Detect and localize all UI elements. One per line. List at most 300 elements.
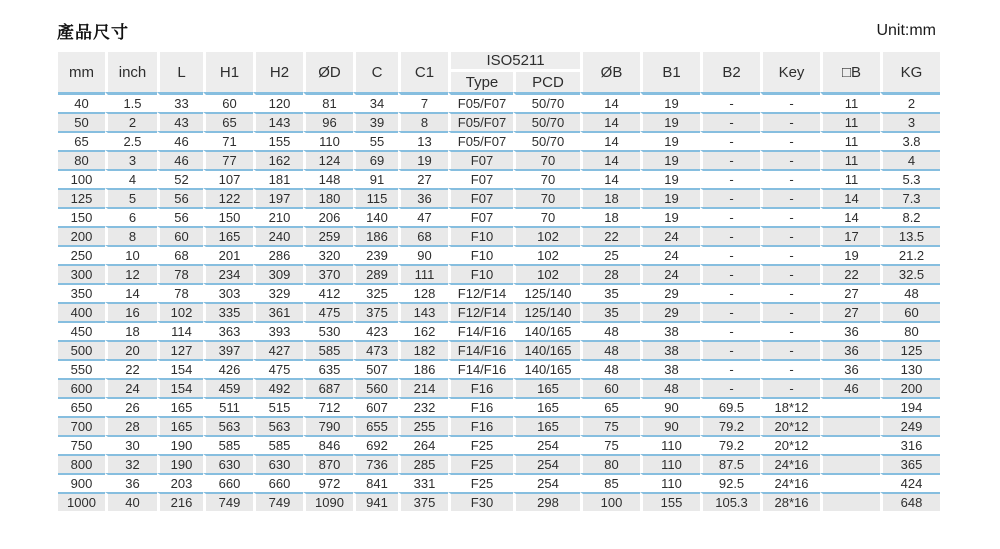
table-cell: 48 — [640, 378, 700, 397]
table-cell: 39 — [353, 112, 398, 131]
table-cell: 14 — [580, 169, 640, 188]
header-h1: H1 — [203, 52, 253, 92]
table-cell: 48 — [880, 283, 940, 302]
table-cell: 200 — [58, 226, 105, 245]
table-cell: 22 — [820, 264, 880, 283]
table-cell: - — [700, 92, 760, 112]
table-row — [58, 169, 940, 188]
table-cell: 186 — [398, 359, 448, 378]
table-cell: 18 — [580, 188, 640, 207]
table-cell: 80 — [880, 321, 940, 340]
table-cell: - — [700, 321, 760, 340]
table-cell: 507 — [353, 359, 398, 378]
table-cell: 55 — [353, 131, 398, 150]
table-cell: 165 — [513, 416, 580, 435]
table-cell: 102 — [513, 245, 580, 264]
table-cell: 19 — [640, 150, 700, 169]
table-cell: 18 — [580, 207, 640, 226]
table-cell: 298 — [513, 492, 580, 511]
table-row — [58, 112, 940, 131]
table-cell: 100 — [580, 492, 640, 511]
table-cell: 65 — [58, 131, 105, 150]
table-cell: 10 — [105, 245, 157, 264]
table-cell: 105.3 — [700, 492, 760, 511]
table-cell: 87.5 — [700, 454, 760, 473]
table-cell: 692 — [353, 435, 398, 454]
table-cell: 13.5 — [880, 226, 940, 245]
table-cell: F07 — [448, 188, 513, 207]
table-cell: 427 — [253, 340, 303, 359]
table-row — [58, 454, 940, 473]
table-cell: 47 — [398, 207, 448, 226]
table-cell: 65 — [203, 112, 253, 131]
table-cell: 69 — [353, 150, 398, 169]
table-cell: 75 — [580, 416, 640, 435]
table-cell: 2 — [105, 112, 157, 131]
table-cell: 50/70 — [513, 112, 580, 131]
table-cell: 130 — [880, 359, 940, 378]
table-cell: - — [760, 245, 820, 264]
table-cell: - — [700, 131, 760, 150]
table-cell: 1000 — [58, 492, 105, 511]
table-cell: 20 — [105, 340, 157, 359]
table-cell: 17 — [820, 226, 880, 245]
table-cell: 19 — [398, 150, 448, 169]
table-cell: 150 — [58, 207, 105, 226]
table-cell — [820, 492, 880, 511]
table-cell: 412 — [303, 283, 353, 302]
table-row — [58, 416, 940, 435]
table-cell: 19 — [640, 188, 700, 207]
table-cell: 81 — [303, 92, 353, 112]
table-cell: F16 — [448, 397, 513, 416]
table-cell: 155 — [640, 492, 700, 511]
table-cell — [820, 397, 880, 416]
table-cell: 250 — [58, 245, 105, 264]
table-cell: 77 — [203, 150, 253, 169]
table-cell: F10 — [448, 264, 513, 283]
table-cell: 50 — [58, 112, 105, 131]
table-cell: 286 — [253, 245, 303, 264]
table-cell: - — [760, 302, 820, 321]
table-row — [58, 473, 940, 492]
table-cell: F10 — [448, 226, 513, 245]
table-cell: - — [760, 150, 820, 169]
table-cell: F07 — [448, 150, 513, 169]
table-cell: 19 — [640, 207, 700, 226]
table-cell: 165 — [513, 397, 580, 416]
table-cell: 655 — [353, 416, 398, 435]
table-cell: 36 — [820, 321, 880, 340]
table-row — [58, 245, 940, 264]
table-cell: 24 — [640, 264, 700, 283]
table-cell: 259 — [303, 226, 353, 245]
table-cell: F25 — [448, 454, 513, 473]
table-cell: 115 — [353, 188, 398, 207]
table-cell: 154 — [157, 378, 203, 397]
header-iso5211: ISO5211 — [448, 52, 580, 72]
table-cell: 8 — [105, 226, 157, 245]
table-row — [58, 302, 940, 321]
table-cell — [820, 454, 880, 473]
table-cell: 600 — [58, 378, 105, 397]
table-cell: 3.8 — [880, 131, 940, 150]
table-cell: 36 — [105, 473, 157, 492]
table-cell: 2.5 — [105, 131, 157, 150]
table-cell: - — [700, 188, 760, 207]
table-cell: 50/70 — [513, 131, 580, 150]
table-cell: 8 — [398, 112, 448, 131]
table-cell: 38 — [640, 359, 700, 378]
table-cell: 254 — [513, 454, 580, 473]
table-row — [58, 321, 940, 340]
table-cell: 426 — [203, 359, 253, 378]
table-cell: 36 — [820, 359, 880, 378]
table-cell: 660 — [253, 473, 303, 492]
header-mm: mm — [58, 52, 105, 92]
table-body — [58, 92, 940, 511]
table-cell: 21.2 — [880, 245, 940, 264]
table-cell: 450 — [58, 321, 105, 340]
table-cell: 3 — [105, 150, 157, 169]
table-cell: 140/165 — [513, 340, 580, 359]
table-cell: 186 — [353, 226, 398, 245]
table-row — [58, 435, 940, 454]
page-title: 產品尺寸 — [57, 23, 129, 42]
table-cell: 24 — [640, 245, 700, 264]
table-cell: 29 — [640, 283, 700, 302]
table-cell: - — [760, 188, 820, 207]
table-cell: 110 — [303, 131, 353, 150]
table-cell: 34 — [353, 92, 398, 112]
table-cell: 28 — [105, 416, 157, 435]
header-h2: H2 — [253, 52, 303, 92]
table-cell: 870 — [303, 454, 353, 473]
table-cell: 125/140 — [513, 283, 580, 302]
table-cell: 46 — [820, 378, 880, 397]
table-cell: 78 — [157, 283, 203, 302]
table-cell: 36 — [398, 188, 448, 207]
table-cell: 972 — [303, 473, 353, 492]
table-cell: 107 — [203, 169, 253, 188]
table-cell: 846 — [303, 435, 353, 454]
table-cell: 122 — [203, 188, 253, 207]
table-cell: 24 — [640, 226, 700, 245]
table-cell: 363 — [203, 321, 253, 340]
table-cell: 234 — [203, 264, 253, 283]
table-cell: 749 — [203, 492, 253, 511]
header-l: L — [157, 52, 203, 92]
table-cell: 111 — [398, 264, 448, 283]
table-cell: 475 — [253, 359, 303, 378]
table-cell: 28*16 — [760, 492, 820, 511]
table-cell: 46 — [157, 150, 203, 169]
table-cell: 4 — [880, 150, 940, 169]
table-cell: 69.5 — [700, 397, 760, 416]
table-cell: 14 — [820, 188, 880, 207]
table-cell: 110 — [640, 454, 700, 473]
table-cell: 370 — [303, 264, 353, 283]
table-cell: 11 — [820, 131, 880, 150]
table-cell: 635 — [303, 359, 353, 378]
table-cell: 712 — [303, 397, 353, 416]
table-cell: 114 — [157, 321, 203, 340]
table-cell: 165 — [513, 378, 580, 397]
table-cell: 563 — [203, 416, 253, 435]
table-cell: 11 — [820, 112, 880, 131]
header-b1: B1 — [640, 52, 700, 92]
table-cell: 841 — [353, 473, 398, 492]
table-cell: 190 — [157, 454, 203, 473]
table-cell: 110 — [640, 473, 700, 492]
table-cell: 75 — [580, 435, 640, 454]
table-cell: 206 — [303, 207, 353, 226]
table-cell: 375 — [353, 302, 398, 321]
table-cell: 19 — [640, 92, 700, 112]
table-cell: 19 — [640, 112, 700, 131]
table-cell: 90 — [640, 416, 700, 435]
table-cell: 900 — [58, 473, 105, 492]
table-cell: 19 — [820, 245, 880, 264]
table-cell: F05/F07 — [448, 131, 513, 150]
table-cell: 14 — [580, 112, 640, 131]
table-cell: F07 — [448, 207, 513, 226]
table-cell: 143 — [398, 302, 448, 321]
table-row — [58, 283, 940, 302]
table-cell: 14 — [580, 131, 640, 150]
table-cell: 194 — [880, 397, 940, 416]
table-cell: 80 — [58, 150, 105, 169]
table-cell: 68 — [398, 226, 448, 245]
table-cell: F16 — [448, 378, 513, 397]
table-cell: F30 — [448, 492, 513, 511]
table-cell: 648 — [880, 492, 940, 511]
table-cell: 255 — [398, 416, 448, 435]
table-cell: 249 — [880, 416, 940, 435]
table-cell: F12/F14 — [448, 283, 513, 302]
table-cell: 475 — [303, 302, 353, 321]
table-cell: 28 — [580, 264, 640, 283]
table-cell: 102 — [513, 226, 580, 245]
table-cell: 162 — [398, 321, 448, 340]
table-cell: 165 — [157, 416, 203, 435]
table-cell: 459 — [203, 378, 253, 397]
table-cell: 56 — [157, 207, 203, 226]
table-cell: 285 — [398, 454, 448, 473]
table-cell: 254 — [513, 473, 580, 492]
table-cell: - — [760, 321, 820, 340]
table-cell: 19 — [640, 169, 700, 188]
table-row — [58, 340, 940, 359]
table-cell: 182 — [398, 340, 448, 359]
table-cell: 254 — [513, 435, 580, 454]
table-cell: 14 — [580, 150, 640, 169]
table-cell: - — [760, 340, 820, 359]
table-cell: 423 — [353, 321, 398, 340]
table-cell: 200 — [880, 378, 940, 397]
table-cell: 400 — [58, 302, 105, 321]
table-cell: 585 — [303, 340, 353, 359]
table-cell: 24 — [105, 378, 157, 397]
table-cell: 128 — [398, 283, 448, 302]
table-cell: 30 — [105, 435, 157, 454]
table-cell: 216 — [157, 492, 203, 511]
table-cell: 500 — [58, 340, 105, 359]
table-cell: 375 — [398, 492, 448, 511]
table-cell: 27 — [820, 283, 880, 302]
table-cell: 25 — [580, 245, 640, 264]
table-cell: 140 — [353, 207, 398, 226]
table-cell: 181 — [253, 169, 303, 188]
table-cell: 29 — [640, 302, 700, 321]
table-cell: 585 — [253, 435, 303, 454]
table-cell: 7.3 — [880, 188, 940, 207]
table-cell: 70 — [513, 188, 580, 207]
table-cell: - — [760, 264, 820, 283]
table-cell: F25 — [448, 435, 513, 454]
table-cell: 14 — [820, 207, 880, 226]
table-cell: 120 — [253, 92, 303, 112]
table-cell: 585 — [203, 435, 253, 454]
table-cell: 50/70 — [513, 92, 580, 112]
table-cell: 424 — [880, 473, 940, 492]
table-cell — [820, 473, 880, 492]
table-cell: 48 — [580, 340, 640, 359]
table-cell: 240 — [253, 226, 303, 245]
table-cell: 155 — [253, 131, 303, 150]
table-cell: - — [760, 378, 820, 397]
table-cell: 79.2 — [700, 416, 760, 435]
table-cell: 14 — [105, 283, 157, 302]
table-cell: 92.5 — [700, 473, 760, 492]
table-cell: - — [760, 169, 820, 188]
table-cell: - — [700, 283, 760, 302]
table-cell: 1090 — [303, 492, 353, 511]
table-row — [58, 359, 940, 378]
table-cell: 35 — [580, 283, 640, 302]
table-cell: - — [700, 207, 760, 226]
table-cell: 32.5 — [880, 264, 940, 283]
table-cell: 790 — [303, 416, 353, 435]
table-row — [58, 226, 940, 245]
table-cell: 125/140 — [513, 302, 580, 321]
table-cell: 320 — [303, 245, 353, 264]
table-cell: 3 — [880, 112, 940, 131]
table-cell: - — [700, 359, 760, 378]
table-cell: 70 — [513, 207, 580, 226]
table-cell: 27 — [820, 302, 880, 321]
table-cell: 68 — [157, 245, 203, 264]
header-kg: KG — [880, 52, 940, 92]
table-cell: 289 — [353, 264, 398, 283]
table-cell: 550 — [58, 359, 105, 378]
table-cell: 473 — [353, 340, 398, 359]
table-cell: - — [700, 169, 760, 188]
header-inch: inch — [105, 52, 157, 92]
table-cell: 60 — [880, 302, 940, 321]
table-cell: - — [760, 226, 820, 245]
table-cell: 700 — [58, 416, 105, 435]
table-cell: 140/165 — [513, 359, 580, 378]
table-cell: 2 — [880, 92, 940, 112]
table-cell: 19 — [640, 131, 700, 150]
table-cell: 24*16 — [760, 473, 820, 492]
table-cell: 309 — [253, 264, 303, 283]
table-cell: F25 — [448, 473, 513, 492]
table-cell: 736 — [353, 454, 398, 473]
table-cell: 190 — [157, 435, 203, 454]
table-cell: 85 — [580, 473, 640, 492]
table-cell: 630 — [203, 454, 253, 473]
table-cell: 140/165 — [513, 321, 580, 340]
table-cell: 607 — [353, 397, 398, 416]
table-cell: 148 — [303, 169, 353, 188]
table-cell: 232 — [398, 397, 448, 416]
table-cell: 22 — [580, 226, 640, 245]
table-cell: 6 — [105, 207, 157, 226]
header-key: Key — [760, 52, 820, 92]
table-cell: 165 — [157, 397, 203, 416]
table-cell: 20*12 — [760, 416, 820, 435]
table-cell: 5.3 — [880, 169, 940, 188]
table-cell: 800 — [58, 454, 105, 473]
table-cell: 14 — [580, 92, 640, 112]
table-row — [58, 92, 940, 112]
table-cell: 71 — [203, 131, 253, 150]
table-cell: - — [760, 207, 820, 226]
table-cell: 365 — [880, 454, 940, 473]
header-ob: ØB — [580, 52, 640, 92]
table-cell: 361 — [253, 302, 303, 321]
table-cell: F10 — [448, 245, 513, 264]
table-row — [58, 378, 940, 397]
table-cell: 303 — [203, 283, 253, 302]
table-cell: - — [700, 245, 760, 264]
table-cell: - — [700, 150, 760, 169]
table-cell: 26 — [105, 397, 157, 416]
table-cell: 38 — [640, 321, 700, 340]
table-cell: 46 — [157, 131, 203, 150]
table-cell: 201 — [203, 245, 253, 264]
table-cell: 40 — [105, 492, 157, 511]
table-cell: 4 — [105, 169, 157, 188]
table-cell: 40 — [58, 92, 105, 112]
table-cell: F14/F16 — [448, 340, 513, 359]
table-cell: 32 — [105, 454, 157, 473]
table-row — [58, 492, 940, 511]
table-cell: - — [760, 283, 820, 302]
table-cell: 331 — [398, 473, 448, 492]
table-cell: 11 — [820, 150, 880, 169]
table-cell: F16 — [448, 416, 513, 435]
table-cell: - — [700, 264, 760, 283]
table-cell: 941 — [353, 492, 398, 511]
table-cell: 18 — [105, 321, 157, 340]
table-cell: F07 — [448, 169, 513, 188]
table-cell: 48 — [580, 321, 640, 340]
table-cell: 165 — [203, 226, 253, 245]
table-cell: 110 — [640, 435, 700, 454]
header-type: Type — [448, 72, 513, 92]
header-pcd: PCD — [513, 72, 580, 92]
table-header — [58, 52, 940, 92]
table-cell: 197 — [253, 188, 303, 207]
table-cell: 125 — [58, 188, 105, 207]
table-cell: 511 — [203, 397, 253, 416]
table-cell: F14/F16 — [448, 321, 513, 340]
table-cell: 660 — [203, 473, 253, 492]
table-row — [58, 207, 940, 226]
